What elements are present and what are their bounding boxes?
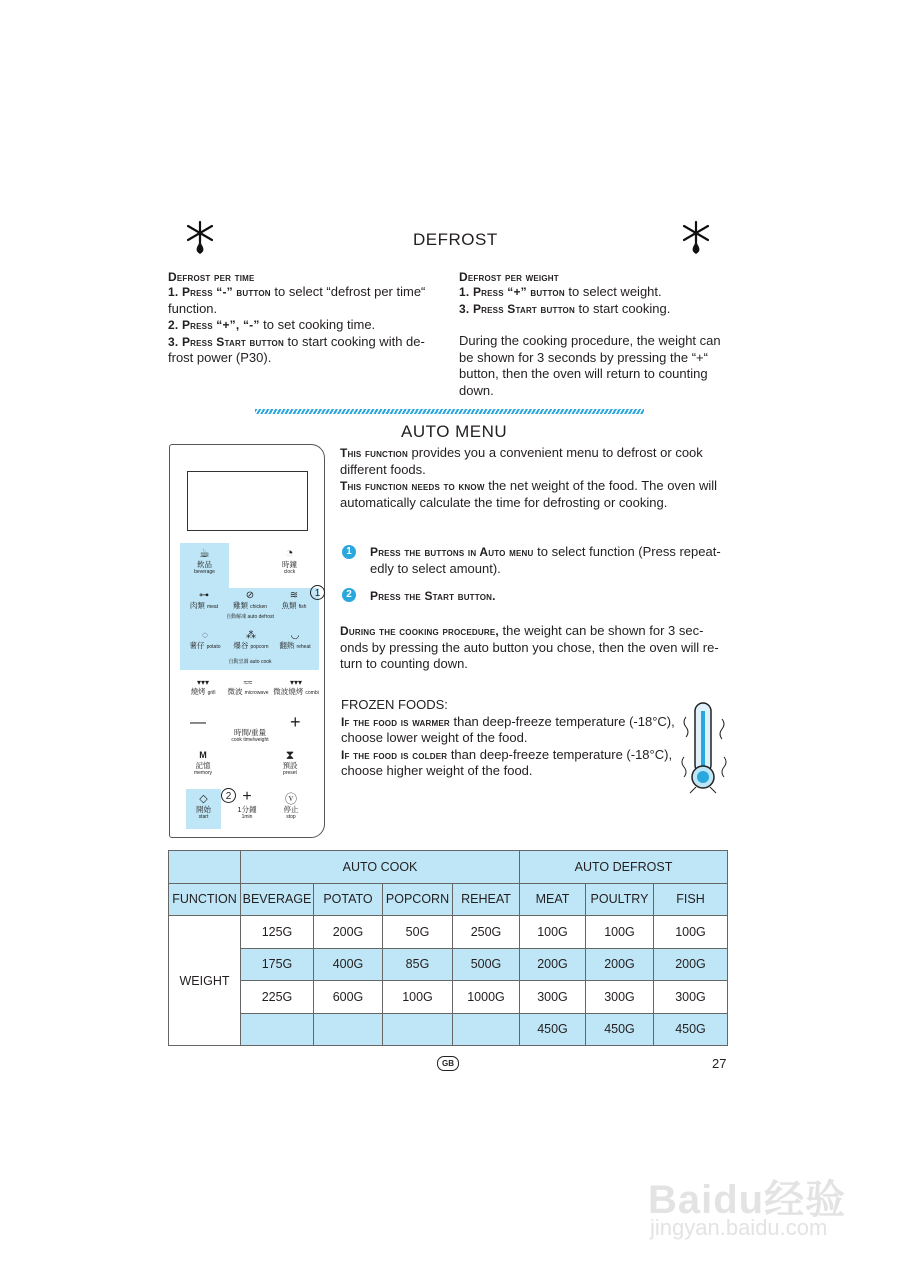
thermometer-icon: [678, 697, 730, 801]
step1-label: Press the buttons in Auto menu: [370, 545, 534, 559]
function-header: FUNCTION: [169, 883, 241, 916]
language-badge: GB: [437, 1056, 459, 1071]
per-weight-note-line3: button, then the oven will return to counting: [459, 366, 708, 381]
popcorn-icon: ⁂: [246, 630, 256, 641]
potato-button[interactable]: [182, 630, 228, 651]
memory-button[interactable]: [185, 748, 221, 776]
table-cell: 85G: [383, 948, 453, 981]
potato-label-cn: 薯仔: [189, 641, 205, 650]
per-time-step1-text: to select “defrost per time“: [270, 284, 426, 299]
stop-button[interactable]: [274, 792, 308, 820]
auto-defrost-group-label: [200, 614, 300, 620]
per-weight-step3-label: 3. Press Start button: [459, 301, 575, 316]
defrost-title: DEFROST: [413, 230, 498, 249]
table-cell: 450G: [520, 1013, 586, 1046]
defrost-per-weight: [459, 270, 739, 399]
cold-line2: choose higher weight of the food.: [341, 763, 533, 778]
table-cell: 225G: [241, 981, 314, 1014]
frozen-foods: [341, 697, 691, 780]
intro-p2-label: This function needs to know: [340, 479, 485, 493]
weight-label: WEIGHT: [169, 916, 241, 1046]
table-corner: [169, 851, 241, 884]
hourglass-icon: ⧗: [285, 748, 295, 762]
microwave-button[interactable]: [224, 678, 272, 697]
col-header: FISH: [654, 883, 728, 916]
page-number: 27: [712, 1056, 727, 1071]
one-min-button[interactable]: [230, 788, 264, 820]
potato-label: potato: [206, 644, 221, 650]
step2-label: Press the Start button.: [370, 589, 496, 603]
per-weight-heading: Defrost per weight: [459, 270, 559, 284]
clock-label-cn: 時鐘: [282, 560, 297, 569]
per-weight-note-line2: be shown for 3 seconds by pressing the “+“: [459, 349, 708, 365]
during-line3: turn to counting down.: [340, 656, 468, 671]
time-weight-label: [210, 729, 290, 743]
start-label-cn: 開始: [196, 805, 211, 814]
per-time-heading: Defrost per time: [168, 270, 255, 284]
during-label: During the cooking procedure,: [340, 624, 499, 638]
memory-label-cn: 記憶: [195, 761, 211, 770]
watermark-logo: Baidu经验: [648, 1178, 847, 1222]
beverage-label: beverage: [194, 569, 215, 575]
grill-label: grill: [207, 690, 216, 696]
table-row: [169, 948, 728, 981]
table-cell: 600G: [314, 981, 383, 1014]
col-header: POPCORN: [383, 883, 453, 916]
auto-defrost-label-cn: 自動解凍: [226, 614, 247, 620]
warm-line1: than deep-freeze temperature (-18°C),: [449, 713, 675, 729]
combi-label-cn: 微波燒烤: [273, 687, 304, 696]
table-row: [169, 1013, 728, 1046]
auto-defrost-header: AUTO DEFROST: [520, 851, 728, 884]
chicken-label: chicken: [250, 604, 268, 610]
auto-cook-group-label: [200, 659, 300, 665]
step1-line2: edly to select amount).: [370, 560, 501, 576]
table-cell: 250G: [453, 916, 520, 949]
table-cell: [314, 1013, 383, 1046]
warm-label: If the food is warmer: [341, 714, 450, 729]
reheat-label-cn: 翻熱: [279, 641, 295, 650]
meat-label-cn: 肉類: [189, 601, 205, 610]
meat-button[interactable]: [182, 590, 226, 611]
cold-label: If the food is colder: [341, 747, 448, 762]
auto-cook-label: auto cook: [249, 659, 272, 665]
table-cell: 100G: [383, 981, 453, 1014]
cold-line1: than deep-freeze temperature (-18°C),: [447, 746, 673, 762]
per-weight-note-line4: down.: [459, 382, 494, 398]
chicken-icon: ⊘: [245, 590, 255, 601]
chicken-button[interactable]: [226, 590, 274, 611]
defrost-icon: [183, 220, 217, 256]
intro-p2-line2: automatically calculate the time for defrosting or cooking.: [340, 494, 668, 510]
table-cell: 400G: [314, 948, 383, 981]
per-weight-step3-text: to start cooking.: [574, 300, 671, 316]
table-cell: 1000G: [453, 981, 520, 1014]
per-time-step2-text: to set cooking time.: [259, 317, 376, 332]
meat-icon: ⊶: [199, 590, 209, 601]
during-line1: the weight can be shown for 3 sec-: [498, 623, 704, 638]
table-cell: [241, 1013, 314, 1046]
callout-1: 1: [310, 585, 325, 600]
one-min-plus: +: [242, 788, 252, 805]
memory-label: memory: [193, 770, 213, 776]
intro-p1-label: This function: [340, 446, 408, 460]
per-time-step2-label: 2. Press “+”, “-”: [168, 318, 260, 332]
table-cell: 500G: [453, 948, 520, 981]
combi-button[interactable]: [272, 678, 320, 697]
preset-label-cn: 預設: [282, 761, 298, 770]
table-cell: 50G: [383, 916, 453, 949]
warm-line2: choose lower weight of the food.: [341, 730, 528, 745]
per-time-step1-label: 1. Press “-” button: [168, 285, 271, 299]
table-cell: 200G: [586, 948, 654, 981]
table-row: [169, 916, 728, 949]
minus-button[interactable]: —: [190, 714, 206, 731]
table-cell: 200G: [520, 948, 586, 981]
per-time-step3-text2: frost power (P30).: [168, 350, 272, 365]
per-time-step3-text: to start cooking with de-: [283, 333, 425, 349]
section-divider: [255, 409, 644, 414]
auto-cook-header: AUTO COOK: [241, 851, 520, 884]
step2-bullet: 2: [342, 588, 356, 602]
start-label: start: [198, 814, 209, 820]
preset-label: preset: [283, 770, 297, 776]
grill-label-cn: 燒烤: [190, 687, 206, 696]
fish-button[interactable]: [274, 590, 314, 611]
per-time-step3-label: 3. Press Start button: [168, 334, 284, 349]
reheat-label: reheat: [296, 644, 311, 650]
stop-label-cn: 停止: [283, 805, 299, 814]
preset-button[interactable]: [272, 748, 308, 776]
microwave-label-cn: 微波: [227, 687, 243, 696]
step1-line1: to select function (Press repeat-: [533, 544, 721, 559]
one-min-label-cn: 1分鐘: [237, 805, 257, 814]
intro-p1-line1: provides you a convenient menu to defrost or cook: [407, 445, 703, 460]
table-cell: [383, 1013, 453, 1046]
grill-icon: ▾▾▾: [196, 678, 210, 687]
table-cell: 200G: [654, 948, 728, 981]
start-icon: ◇: [199, 793, 208, 805]
grill-button[interactable]: [182, 678, 224, 697]
reheat-button[interactable]: [274, 630, 316, 651]
auto-defrost-label: auto defrost: [247, 614, 274, 620]
auto-menu-table: [168, 850, 728, 1046]
auto-cook-label-cn: 自動烹調: [228, 659, 249, 665]
defrost-icon-right: [679, 220, 713, 256]
auto-menu-intro: [340, 445, 740, 511]
table-row: [169, 981, 728, 1014]
beverage-button[interactable]: [180, 545, 229, 575]
memory-icon: M: [199, 750, 207, 760]
col-header: BEVERAGE: [241, 883, 314, 916]
defrost-per-time: [168, 270, 438, 367]
table-cell: 300G: [520, 981, 586, 1014]
stop-label: stop: [286, 814, 296, 820]
popcorn-button[interactable]: [228, 630, 274, 651]
plus-button[interactable]: +: [290, 712, 301, 732]
table-cell: 450G: [654, 1013, 728, 1046]
col-header: MEAT: [520, 883, 586, 916]
table-cell: 450G: [586, 1013, 654, 1046]
popcorn-label-cn: 爆谷: [233, 641, 249, 650]
auto-menu-during: [340, 623, 740, 673]
stop-icon: ⓥ: [284, 792, 297, 806]
per-weight-note-line1: During the cooking procedure, the weight can: [459, 333, 721, 348]
auto-menu-title: AUTO MENU: [401, 422, 508, 441]
one-min-label: 1min: [241, 814, 253, 820]
table-cell: 100G: [520, 916, 586, 949]
table-cell: 200G: [314, 916, 383, 949]
fish-label-cn: 魚類: [281, 601, 297, 610]
table-cell: [453, 1013, 520, 1046]
chicken-label-cn: 雞類: [232, 601, 248, 610]
cup-icon: ☕: [199, 546, 210, 560]
time-weight-label-cn: 時間/重量: [233, 728, 267, 737]
potato-icon: ◌: [202, 630, 208, 641]
fish-label: fish: [298, 604, 307, 610]
table-cell: 300G: [654, 981, 728, 1014]
auto-menu-step1: [370, 544, 740, 577]
per-time-step1-text2: function.: [168, 300, 218, 316]
popcorn-label: popcorn: [250, 644, 269, 650]
combi-label: combi: [305, 690, 319, 696]
time-weight-label-en: cook time/weight: [231, 737, 269, 743]
table-cell: 125G: [241, 916, 314, 949]
frozen-title: FROZEN FOODS:: [341, 697, 448, 712]
meat-label: meat: [206, 604, 219, 610]
combi-icon: ▾▾▾: [289, 678, 303, 687]
intro-p2-line1: the net weight of the food. The oven will: [484, 478, 718, 493]
callout-2: 2: [221, 788, 236, 803]
start-button[interactable]: [186, 792, 221, 820]
step1-bullet: 1: [342, 545, 356, 559]
per-weight-step1-label: 1. Press “+” button: [459, 285, 565, 299]
during-line2: onds by pressing the auto button you chose, then the oven will re-: [340, 639, 719, 655]
per-weight-step1-text: to select weight.: [564, 284, 662, 299]
table-cell: 175G: [241, 948, 314, 981]
clock-icon: ◔: [285, 545, 294, 560]
col-header: POULTRY: [586, 883, 654, 916]
display-screen: [187, 471, 308, 531]
col-header: REHEAT: [453, 883, 520, 916]
bowl-icon: ◡: [290, 630, 300, 641]
clock-button[interactable]: [265, 545, 314, 575]
table-cell: 300G: [586, 981, 654, 1014]
watermark-url: jingyan.baidu.com: [650, 1215, 828, 1240]
beverage-label-cn: 飲品: [197, 560, 212, 569]
clock-label: clock: [283, 569, 296, 575]
table-cell: 100G: [654, 916, 728, 949]
col-header: POTATO: [314, 883, 383, 916]
fish-icon: ≋: [289, 590, 299, 601]
table-cell: 100G: [586, 916, 654, 949]
microwave-label: microwave: [244, 690, 269, 696]
intro-p1-line2: different foods.: [340, 461, 426, 477]
microwave-icon: ≈≈: [243, 678, 253, 687]
